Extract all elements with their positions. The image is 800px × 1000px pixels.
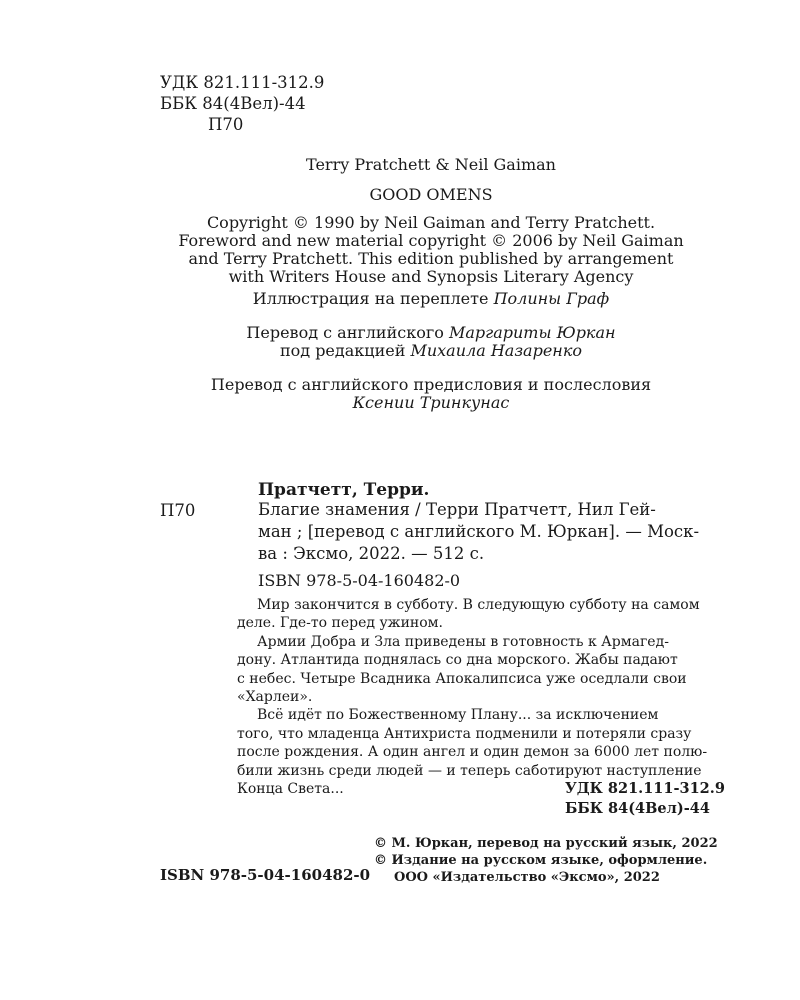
copyright-line: Foreword and new material copyright © 2006 by Neil Gaiman <box>178 231 684 250</box>
editor-name: Михаила Назаренко <box>410 341 583 360</box>
bbk-code: ББК 84(4Вел)-44 <box>160 94 306 113</box>
annotation <box>237 596 723 798</box>
preface-translator-name: Ксении Тринкунас <box>352 393 510 412</box>
annotation-line: дону. Атлантида поднялась со дна морского. Жабы падают <box>237 652 678 669</box>
illustration-label: Иллюстрация на переплете <box>252 289 489 308</box>
catalog-author: Пратчетт, Терри. <box>258 480 430 500</box>
translator-name: Маргариты Юркан <box>448 323 616 342</box>
isbn-bottom: ISBN 978-5-04-160482-0 <box>160 866 371 884</box>
udk-code-bottom: УДК 821.111-312.9 <box>565 780 725 797</box>
annotation-line: били жизнь среди людей — и теперь саботируют наступление <box>237 762 702 779</box>
annotation-line: деле. Где-то перед ужином. <box>237 615 443 632</box>
bbk-code-bottom: ББК 84(4Вел)-44 <box>565 800 710 817</box>
annotation-line: Всё идёт по Божественному Плану... за исключением <box>257 707 659 724</box>
original-authors: Terry Pratchett & Neil Gaiman <box>306 155 556 174</box>
annotation-line: после рождения. А один ангел и один демон за 6000 лет полю- <box>237 744 708 761</box>
annotation-paragraph <box>237 596 723 633</box>
copyright-line: and Terry Pratchett. This edition published by arrangement <box>188 249 674 268</box>
annotation-line: «Харлеи». <box>237 689 313 706</box>
classification-codes-bottom <box>565 779 725 819</box>
translation-credit <box>140 324 722 360</box>
preface-translation-credit <box>140 376 722 412</box>
translation-label: Перевод с английского <box>246 323 444 342</box>
copyright-ru-line: ООО «Издательство «Эксмо», 2022 <box>394 870 660 885</box>
description-line: ман ; [перевод с английского М. Юркан]. — Моск- <box>258 522 700 541</box>
copyright-ru-line: © М. Юркан, перевод на русский язык, 2022 <box>374 836 718 851</box>
classification-codes <box>160 72 324 135</box>
annotation-line: Мир закончится в субботу. В следующую субботу на самом <box>257 597 700 613</box>
illustrator-name: Полины Граф <box>493 289 610 308</box>
catalog-isbn: ISBN 978-5-04-160482-0 <box>258 571 461 590</box>
annotation-line: Армии Добра и Зла приведены в готовность к Армагед- <box>257 633 669 650</box>
illustration-credit <box>140 290 722 308</box>
copyright-ru-line: © Издание на русском языке, оформление. <box>374 853 708 868</box>
annotation-line: того, что младенца Антихриста подменили и потеряли сразу <box>237 725 692 742</box>
cutter-code: П70 <box>208 115 244 134</box>
copyright-line: with Writers House and Synopsis Literary Agency <box>228 267 634 286</box>
catalog-cutter: П70 <box>160 501 196 520</box>
copyright-line: Copyright © 1990 by Neil Gaiman and Terry Pratchett. <box>206 213 656 232</box>
udk-code: УДК 821.111-312.9 <box>160 73 325 92</box>
annotation-line: с небес. Четыре Всадника Апокалипсиса уже оседлали свои <box>237 670 687 687</box>
original-copyright <box>140 214 722 286</box>
russian-copyright <box>374 835 718 886</box>
description-line: Благие знамения / Терри Пратчетт, Нил Гей- <box>258 500 656 519</box>
preface-translation-label: Перевод с английского предисловия и послесловия <box>210 375 652 394</box>
annotation-line: Конца Света... <box>237 781 344 798</box>
annotation-paragraph <box>237 633 723 707</box>
editor-label: под редакцией <box>279 341 406 360</box>
original-title: GOOD OMENS <box>369 185 493 204</box>
catalog-description <box>258 499 723 565</box>
description-line: ва : Эксмо, 2022. — 512 с. <box>258 544 485 563</box>
